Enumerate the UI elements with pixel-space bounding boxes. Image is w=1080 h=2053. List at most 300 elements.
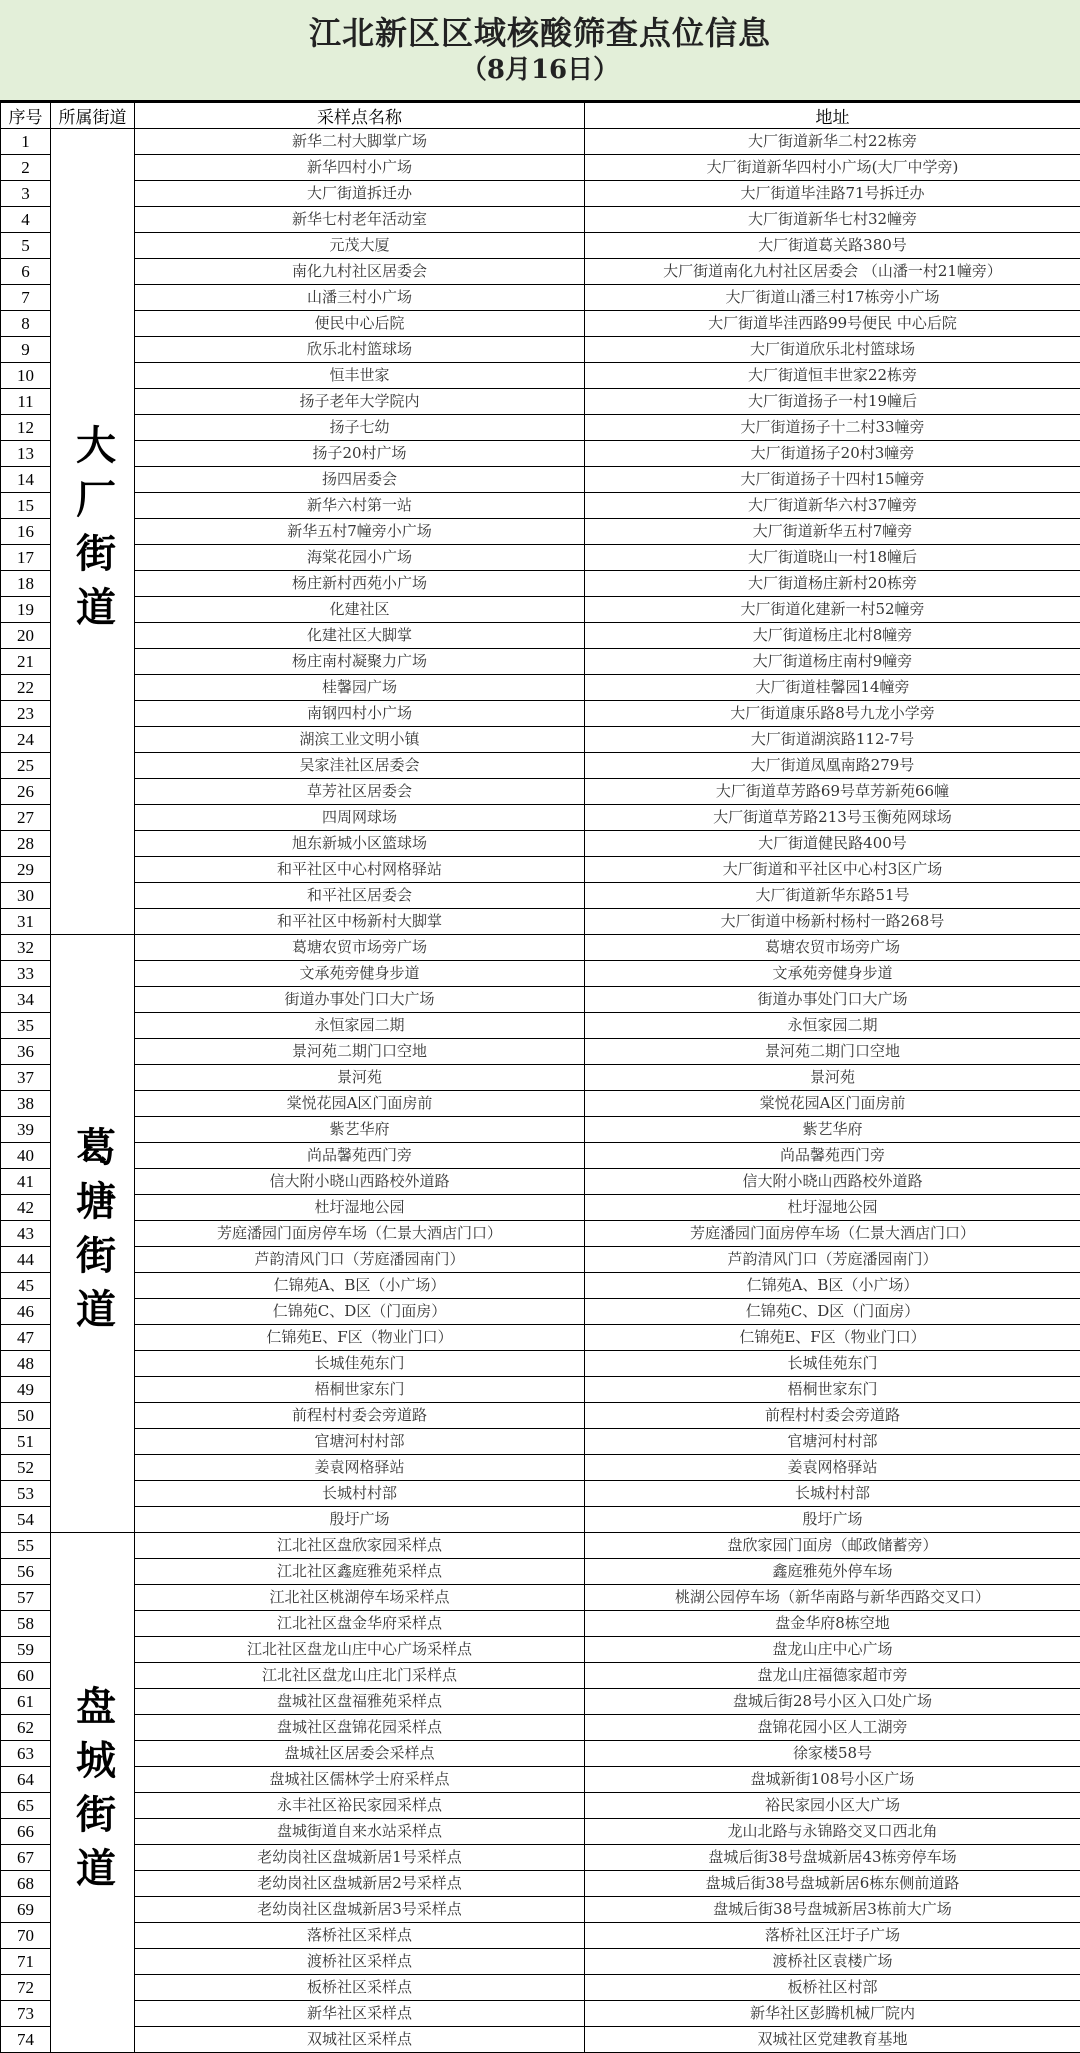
site-address: 裕民家园小区大广场 [585,1793,1080,1819]
site-address: 盘龙山庄中心广场 [585,1637,1080,1663]
row-index: 72 [1,1975,51,2001]
table-row [1,389,1080,415]
row-index: 40 [1,1143,51,1169]
row-index: 50 [1,1403,51,1429]
site-address: 长城村村部 [585,1481,1080,1507]
site-address: 盘城后街38号盘城新居43栋旁停车场 [585,1845,1080,1871]
site-name: 长城佳苑东门 [135,1351,585,1377]
table-row [1,259,1080,285]
row-index: 60 [1,1663,51,1689]
site-address: 龙山北路与永锦路交叉口西北角 [585,1819,1080,1845]
site-address: 大厂街道健民路400号 [585,831,1080,857]
table-row [1,337,1080,363]
site-address: 芦韵清风门口（芳庭潘园南门） [585,1247,1080,1273]
table-header-row [1,103,1080,129]
row-index: 46 [1,1299,51,1325]
site-address: 芳庭潘园门面房停车场（仁景大酒店门口） [585,1221,1080,1247]
site-name: 老幼岗社区盘城新居1号采样点 [135,1845,585,1871]
table-row [1,285,1080,311]
site-address: 盘金华府8栋空地 [585,1611,1080,1637]
row-index: 28 [1,831,51,857]
row-index: 62 [1,1715,51,1741]
site-name: 南化九村社区居委会 [135,259,585,285]
row-index: 45 [1,1273,51,1299]
row-index: 59 [1,1637,51,1663]
site-address: 大厂街道南化九村社区居委会 （山潘一村21幢旁） [585,259,1080,285]
table-row [1,1923,1080,1949]
row-index: 19 [1,597,51,623]
row-index: 11 [1,389,51,415]
site-name: 前程村村委会旁道路 [135,1403,585,1429]
table-row [1,727,1080,753]
site-name: 尚品馨苑西门旁 [135,1143,585,1169]
site-name: 扬子七幼 [135,415,585,441]
site-name: 仁锦苑A、B区（小广场） [135,1273,585,1299]
row-index: 49 [1,1377,51,1403]
table-row [1,155,1080,181]
table-row [1,1195,1080,1221]
table-row [1,805,1080,831]
row-index: 52 [1,1455,51,1481]
row-index: 35 [1,1013,51,1039]
row-index: 51 [1,1429,51,1455]
row-index: 58 [1,1611,51,1637]
row-index: 39 [1,1117,51,1143]
site-name: 仁锦苑C、D区（门面房） [135,1299,585,1325]
row-index: 36 [1,1039,51,1065]
site-address: 大厂街道新华四村小广场(大厂中学旁) [585,155,1080,181]
site-name: 化建社区 [135,597,585,623]
site-address: 大厂街道杨庄南村9幢旁 [585,649,1080,675]
column-header-address: 地址 [585,103,1080,129]
table-row [1,1741,1080,1767]
site-address: 桃湖公园停车场（新华南路与新华西路交叉口） [585,1585,1080,1611]
row-index: 71 [1,1949,51,1975]
site-name: 海棠花园小广场 [135,545,585,571]
row-index: 22 [1,675,51,701]
table-row [1,311,1080,337]
street-name-cell [51,129,135,935]
table-row [1,467,1080,493]
site-address: 新华社区彭腾机械厂院内 [585,2001,1080,2027]
row-index: 31 [1,909,51,935]
site-name: 棠悦花园A区门面房前 [135,1091,585,1117]
site-address: 大厂街道扬子一村19幢后 [585,389,1080,415]
table-row [1,597,1080,623]
row-index: 38 [1,1091,51,1117]
site-name: 江北社区盘龙山庄中心广场采样点 [135,1637,585,1663]
row-index: 29 [1,857,51,883]
site-address: 鑫庭雅苑外停车场 [585,1559,1080,1585]
row-index: 56 [1,1559,51,1585]
site-address: 大厂街道欣乐北村篮球场 [585,337,1080,363]
site-address: 姜袁网格驿站 [585,1455,1080,1481]
site-name: 元茂大厦 [135,233,585,259]
site-address: 大厂街道扬子十二村33幢旁 [585,415,1080,441]
table-row [1,363,1080,389]
table-row [1,1247,1080,1273]
site-name: 新华五村7幢旁小广场 [135,519,585,545]
site-name: 景河苑二期门口空地 [135,1039,585,1065]
table-row [1,1351,1080,1377]
site-address: 盘锦花园小区人工湖旁 [585,1715,1080,1741]
site-name: 姜袁网格驿站 [135,1455,585,1481]
table-row [1,519,1080,545]
site-name: 杜圩湿地公园 [135,1195,585,1221]
site-name: 信大附小晓山西路校外道路 [135,1169,585,1195]
site-name: 街道办事处门口大广场 [135,987,585,1013]
table-row [1,1871,1080,1897]
table-row [1,1793,1080,1819]
row-index: 9 [1,337,51,363]
site-address: 双城社区党建教育基地 [585,2027,1080,2053]
site-address: 大厂街道新华五村7幢旁 [585,519,1080,545]
table-row [1,207,1080,233]
table-row [1,857,1080,883]
row-index: 53 [1,1481,51,1507]
site-address: 大厂街道新华六村37幢旁 [585,493,1080,519]
site-address: 大厂街道康乐路8号九龙小学旁 [585,701,1080,727]
table-row [1,1689,1080,1715]
site-address: 落桥社区汪圩子广场 [585,1923,1080,1949]
site-name: 江北社区盘金华府采样点 [135,1611,585,1637]
row-index: 17 [1,545,51,571]
site-name: 便民中心后院 [135,311,585,337]
site-address: 大厂街道葛关路380号 [585,233,1080,259]
site-address: 景河苑二期门口空地 [585,1039,1080,1065]
site-name: 盘城街道自来水站采样点 [135,1819,585,1845]
site-address: 杜圩湿地公园 [585,1195,1080,1221]
site-name: 扬子20村广场 [135,441,585,467]
site-name: 欣乐北村篮球场 [135,337,585,363]
site-address: 大厂街道新华七村32幢旁 [585,207,1080,233]
table-row [1,1663,1080,1689]
site-address: 大厂街道新华二村22栋旁 [585,129,1080,155]
table-row [1,883,1080,909]
row-index: 37 [1,1065,51,1091]
site-name: 吴家洼社区居委会 [135,753,585,779]
site-name: 山潘三村小广场 [135,285,585,311]
site-name: 湖滨工业文明小镇 [135,727,585,753]
site-name: 盘城社区盘福雅苑采样点 [135,1689,585,1715]
site-name: 官塘河村村部 [135,1429,585,1455]
site-name: 景河苑 [135,1065,585,1091]
site-name: 杨庄新村西苑小广场 [135,571,585,597]
site-name: 新华六村第一站 [135,493,585,519]
table-row [1,1949,1080,1975]
site-address: 盘欣家园门面房（邮政储蓄旁） [585,1533,1080,1559]
site-address: 盘龙山庄福德家超市旁 [585,1663,1080,1689]
site-address: 梧桐世家东门 [585,1377,1080,1403]
site-name: 盘城社区盘锦花园采样点 [135,1715,585,1741]
site-name: 江北社区桃湖停车场采样点 [135,1585,585,1611]
site-address: 大厂街道毕洼路71号拆迁办 [585,181,1080,207]
table-row [1,1091,1080,1117]
row-index: 32 [1,935,51,961]
row-index: 67 [1,1845,51,1871]
table-row [1,909,1080,935]
site-name: 大厂街道拆迁办 [135,181,585,207]
row-index: 27 [1,805,51,831]
site-name: 江北社区鑫庭雅苑采样点 [135,1559,585,1585]
row-index: 41 [1,1169,51,1195]
document-header [0,0,1080,102]
table-body [1,129,1080,2053]
table-row [1,831,1080,857]
site-name: 老幼岗社区盘城新居2号采样点 [135,1871,585,1897]
site-name: 和平社区中杨新村大脚掌 [135,909,585,935]
table-row [1,935,1080,961]
row-index: 66 [1,1819,51,1845]
site-address: 大厂街道湖滨路112-7号 [585,727,1080,753]
site-name: 芳庭潘园门面房停车场（仁景大酒店门口） [135,1221,585,1247]
site-address: 殷圩广场 [585,1507,1080,1533]
row-index: 24 [1,727,51,753]
row-index: 12 [1,415,51,441]
table-row [1,181,1080,207]
site-name: 四周网球场 [135,805,585,831]
row-index: 68 [1,1871,51,1897]
site-address: 葛塘农贸市场旁广场 [585,935,1080,961]
site-name: 盘城社区居委会采样点 [135,1741,585,1767]
row-index: 42 [1,1195,51,1221]
table-row [1,1897,1080,1923]
site-address: 景河苑 [585,1065,1080,1091]
column-header-site-name: 采样点名称 [135,103,585,129]
row-index: 1 [1,129,51,155]
table-row [1,1767,1080,1793]
site-address: 盘城后街28号小区入口处广场 [585,1689,1080,1715]
row-index: 69 [1,1897,51,1923]
site-address: 盘城新街108号小区广场 [585,1767,1080,1793]
row-index: 4 [1,207,51,233]
site-name: 新华四村小广场 [135,155,585,181]
table-row [1,1715,1080,1741]
table-row [1,493,1080,519]
site-address: 前程村村委会旁道路 [585,1403,1080,1429]
table-row [1,1585,1080,1611]
table-row [1,545,1080,571]
table-row [1,675,1080,701]
site-address: 大厂街道和平社区中心村3区广场 [585,857,1080,883]
table-row [1,1559,1080,1585]
row-index: 21 [1,649,51,675]
row-index: 61 [1,1689,51,1715]
site-address: 大厂街道凤凰南路279号 [585,753,1080,779]
row-index: 2 [1,155,51,181]
table-row [1,1065,1080,1091]
site-name: 长城村村部 [135,1481,585,1507]
site-name: 恒丰世家 [135,363,585,389]
site-name: 梧桐世家东门 [135,1377,585,1403]
row-index: 65 [1,1793,51,1819]
table-row [1,961,1080,987]
site-address: 棠悦花园A区门面房前 [585,1091,1080,1117]
site-address: 紫艺华府 [585,1117,1080,1143]
site-address: 板桥社区村部 [585,1975,1080,2001]
site-address: 盘城后街38号盘城新居6栋东侧前道路 [585,1871,1080,1897]
table-row [1,571,1080,597]
site-address: 大厂街道山潘三村17栋旁小广场 [585,285,1080,311]
row-index: 57 [1,1585,51,1611]
table-row [1,1975,1080,2001]
row-index: 55 [1,1533,51,1559]
row-index: 10 [1,363,51,389]
site-name: 桂馨园广场 [135,675,585,701]
table-row [1,1481,1080,1507]
site-address: 仁锦苑C、D区（门面房） [585,1299,1080,1325]
site-address: 大厂街道草芳路213号玉衡苑网球场 [585,805,1080,831]
document-date: （8月16日） [461,53,619,87]
row-index: 70 [1,1923,51,1949]
site-name: 化建社区大脚掌 [135,623,585,649]
site-name: 落桥社区采样点 [135,1923,585,1949]
site-name: 和平社区居委会 [135,883,585,909]
site-name: 仁锦苑E、F区（物业门口） [135,1325,585,1351]
table-row [1,1117,1080,1143]
site-address: 仁锦苑A、B区（小广场） [585,1273,1080,1299]
row-index: 47 [1,1325,51,1351]
table-row [1,233,1080,259]
table-row [1,441,1080,467]
site-name: 草芳社区居委会 [135,779,585,805]
site-name: 新华二村大脚掌广场 [135,129,585,155]
site-address: 渡桥社区袁楼广场 [585,1949,1080,1975]
site-address: 大厂街道新华东路51号 [585,883,1080,909]
row-index: 26 [1,779,51,805]
site-address: 街道办事处门口大广场 [585,987,1080,1013]
row-index: 20 [1,623,51,649]
table-row [1,1143,1080,1169]
site-name: 文承苑旁健身步道 [135,961,585,987]
street-name: 葛塘街道 [71,1126,115,1342]
site-name: 渡桥社区采样点 [135,1949,585,1975]
row-index: 15 [1,493,51,519]
row-index: 63 [1,1741,51,1767]
table-row [1,2027,1080,2053]
site-address: 永恒家园二期 [585,1013,1080,1039]
row-index: 73 [1,2001,51,2027]
site-address: 大厂街道晓山一村18幢后 [585,545,1080,571]
row-index: 43 [1,1221,51,1247]
site-address: 大厂街道杨庄北村8幢旁 [585,623,1080,649]
site-address: 大厂街道中杨新村杨村一路268号 [585,909,1080,935]
site-address: 仁锦苑E、F区（物业门口） [585,1325,1080,1351]
site-name: 永丰社区裕民家园采样点 [135,1793,585,1819]
table-row [1,1637,1080,1663]
site-name: 新华社区采样点 [135,2001,585,2027]
site-address: 信大附小晓山西路校外道路 [585,1169,1080,1195]
site-name: 永恒家园二期 [135,1013,585,1039]
row-index: 16 [1,519,51,545]
table-row [1,1403,1080,1429]
table-row [1,1429,1080,1455]
site-name: 杨庄南村凝聚力广场 [135,649,585,675]
row-index: 33 [1,961,51,987]
row-index: 44 [1,1247,51,1273]
row-index: 5 [1,233,51,259]
row-index: 34 [1,987,51,1013]
table-row [1,1299,1080,1325]
table-row [1,701,1080,727]
table-row [1,987,1080,1013]
street-name-cell [51,1533,135,2053]
site-address: 大厂街道恒丰世家22栋旁 [585,363,1080,389]
row-index: 13 [1,441,51,467]
table-row [1,623,1080,649]
site-name: 新华七村老年活动室 [135,207,585,233]
table-row [1,2001,1080,2027]
table-row [1,1845,1080,1871]
sampling-points-table [0,102,1080,2053]
site-name: 紫艺华府 [135,1117,585,1143]
site-address: 大厂街道桂馨园14幢旁 [585,675,1080,701]
site-name: 扬子老年大学院内 [135,389,585,415]
table-row [1,1377,1080,1403]
row-index: 54 [1,1507,51,1533]
site-address: 长城佳苑东门 [585,1351,1080,1377]
table-row [1,415,1080,441]
site-address: 大厂街道扬子十四村15幢旁 [585,467,1080,493]
site-address: 官塘河村村部 [585,1429,1080,1455]
table-row [1,1013,1080,1039]
street-name: 盘城街道 [71,1685,115,1901]
document-title: 江北新区区域核酸筛查点位信息 [309,13,771,53]
site-name: 和平社区中心村网格驿站 [135,857,585,883]
row-index: 3 [1,181,51,207]
site-name: 盘城社区儒林学士府采样点 [135,1767,585,1793]
row-index: 23 [1,701,51,727]
column-header-street: 所属街道 [51,103,135,129]
row-index: 48 [1,1351,51,1377]
site-name: 板桥社区采样点 [135,1975,585,2001]
row-index: 74 [1,2027,51,2053]
site-address: 徐家楼58号 [585,1741,1080,1767]
site-address: 大厂街道扬子20村3幢旁 [585,441,1080,467]
site-address: 大厂街道化建新一村52幢旁 [585,597,1080,623]
row-index: 8 [1,311,51,337]
table-row [1,1169,1080,1195]
site-name: 芦韵清风门口（芳庭潘园南门） [135,1247,585,1273]
site-name: 江北社区盘龙山庄北门采样点 [135,1663,585,1689]
table-row [1,753,1080,779]
row-index: 7 [1,285,51,311]
street-name-cell [51,935,135,1533]
table-row [1,1221,1080,1247]
site-address: 大厂街道草芳路69号草芳新苑66幢 [585,779,1080,805]
site-name: 葛塘农贸市场旁广场 [135,935,585,961]
site-address: 大厂街道毕洼西路99号便民 中心后院 [585,311,1080,337]
site-address: 大厂街道杨庄新村20栋旁 [585,571,1080,597]
site-address: 尚品馨苑西门旁 [585,1143,1080,1169]
table-row [1,1611,1080,1637]
table-row [1,1533,1080,1559]
site-name: 老幼岗社区盘城新居3号采样点 [135,1897,585,1923]
table-row [1,1273,1080,1299]
street-name: 大厂街道 [71,424,115,640]
site-name: 殷圩广场 [135,1507,585,1533]
table-row [1,779,1080,805]
row-index: 64 [1,1767,51,1793]
site-address: 盘城后街38号盘城新居3栋前大广场 [585,1897,1080,1923]
table-row [1,1325,1080,1351]
site-address: 文承苑旁健身步道 [585,961,1080,987]
table-row [1,1455,1080,1481]
row-index: 6 [1,259,51,285]
site-name: 双城社区采样点 [135,2027,585,2053]
table-row [1,1039,1080,1065]
table-row [1,1819,1080,1845]
